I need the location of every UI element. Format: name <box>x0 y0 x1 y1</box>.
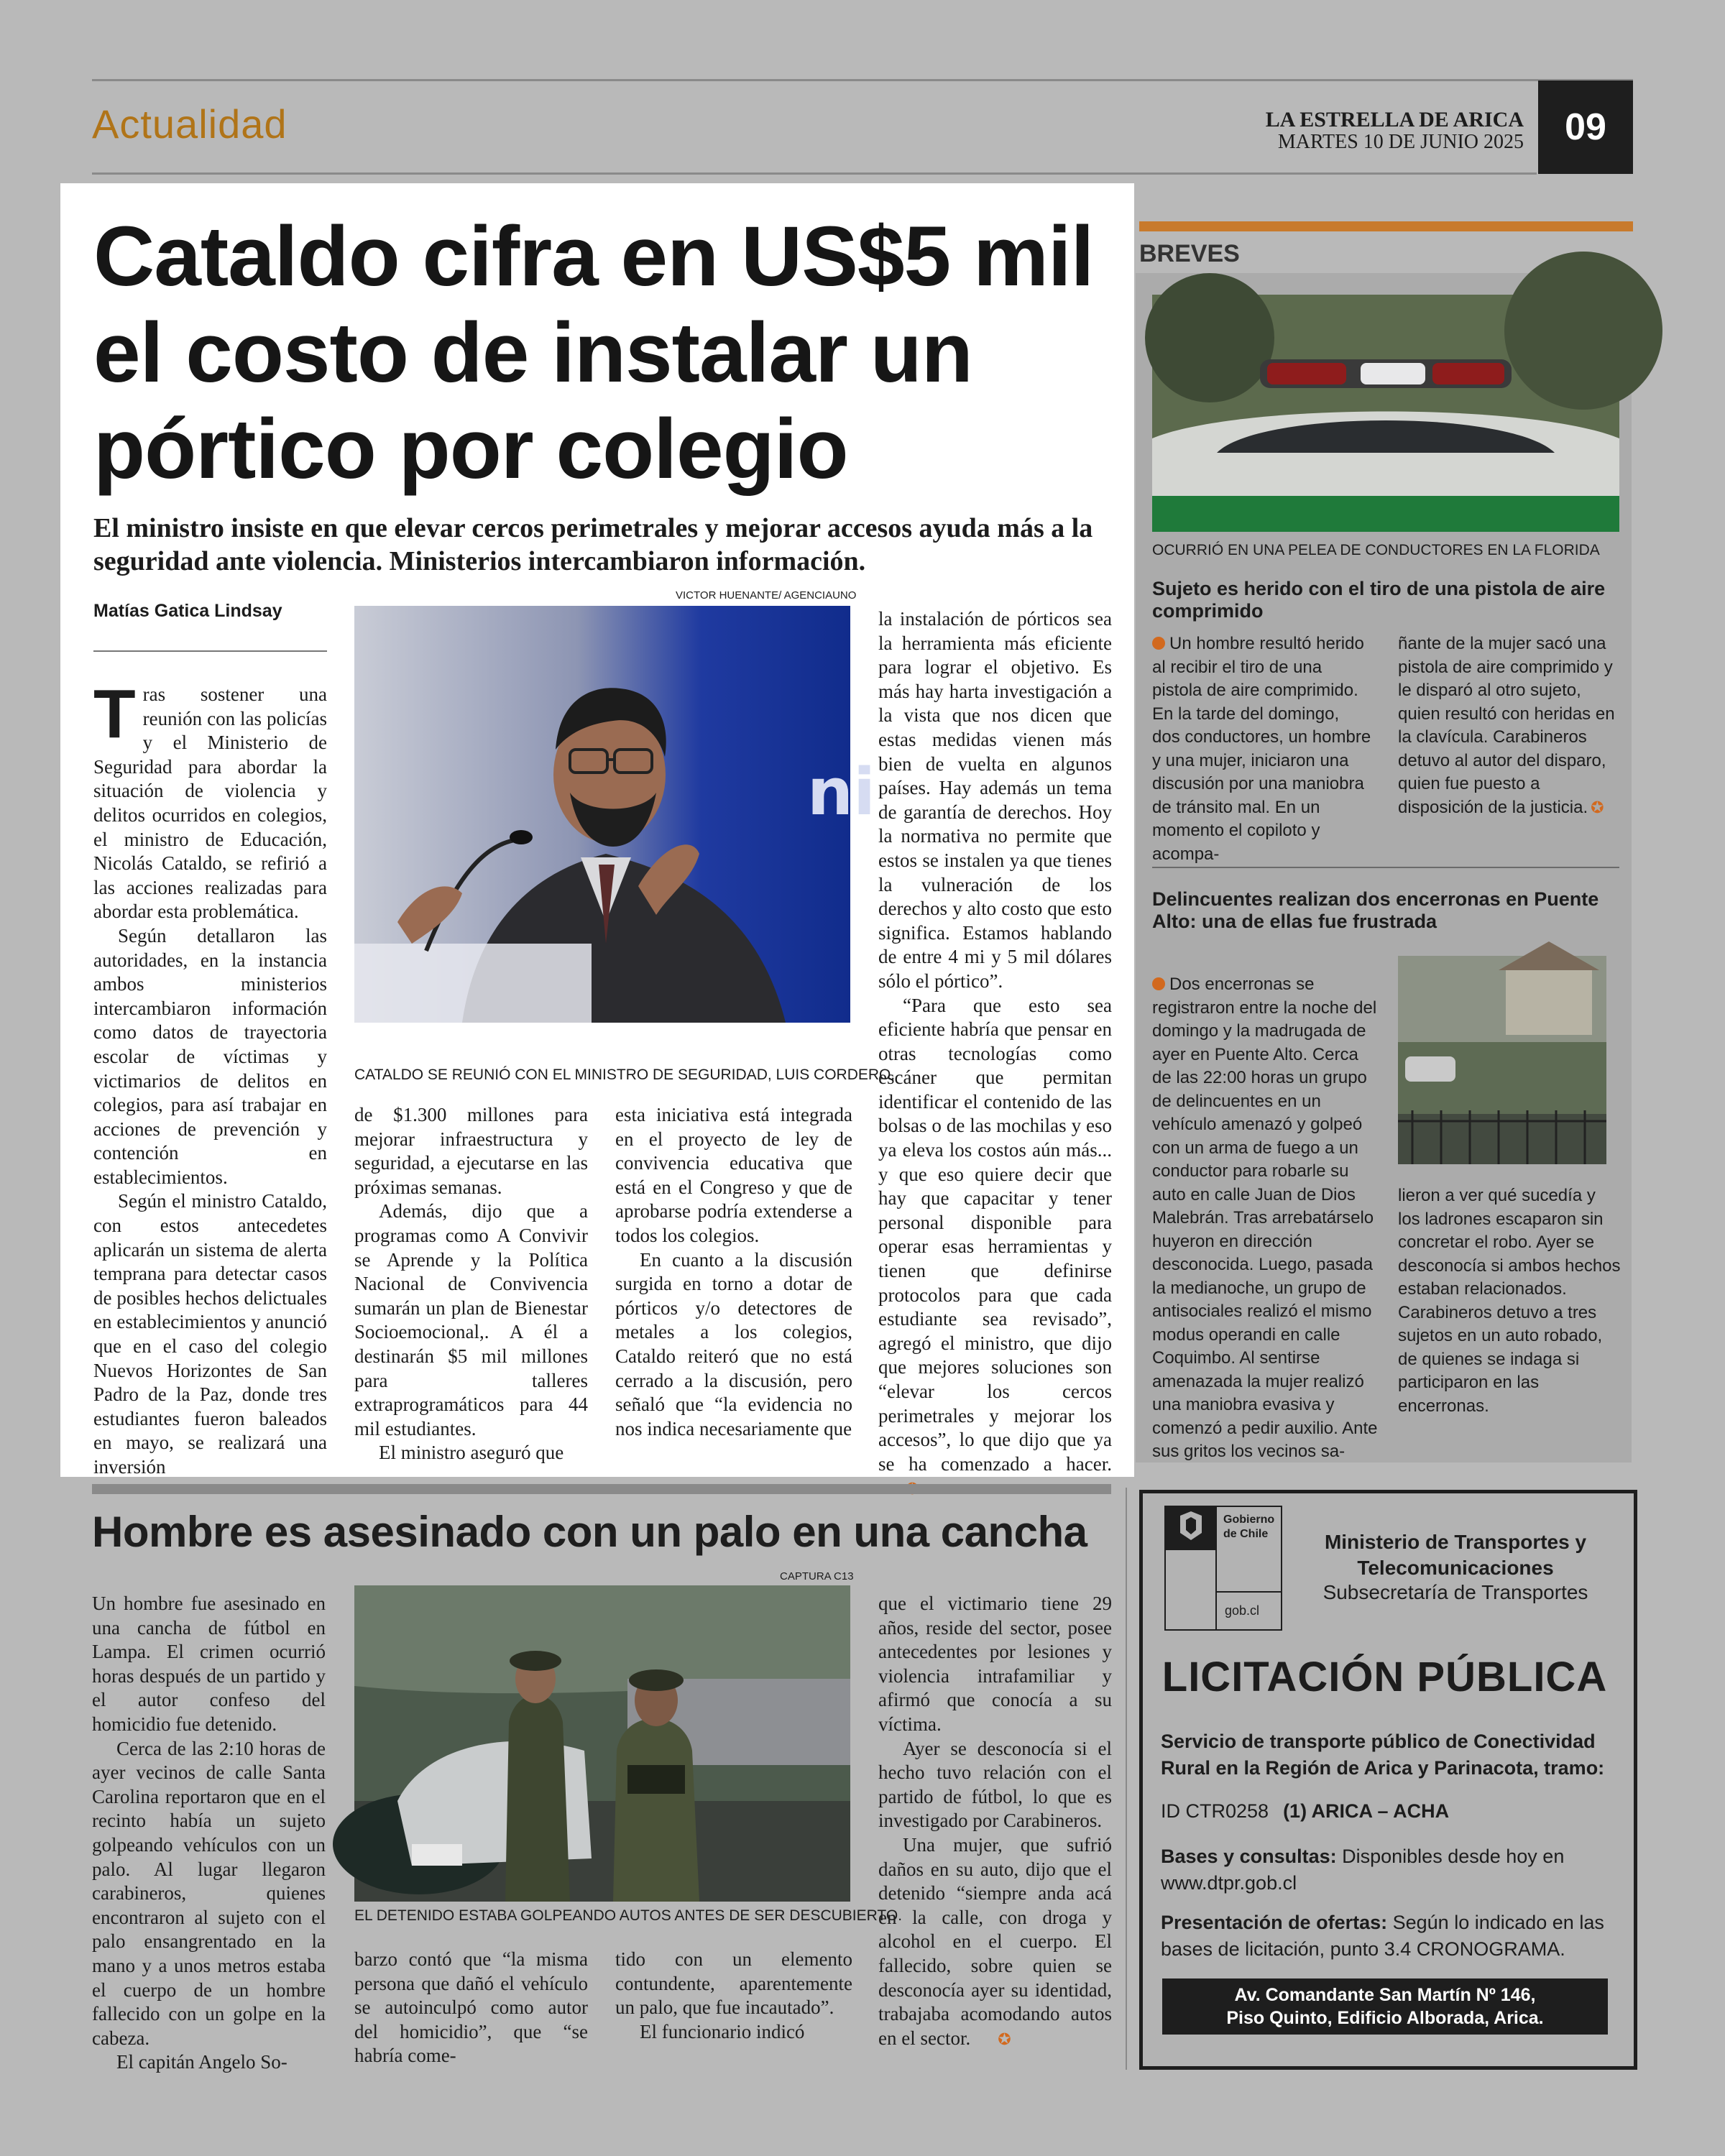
paragraph: barzo contó que “la misma persona que dañó el vehículo se autoinculpó como autor del homicidio”, que “se habría come- <box>354 1948 588 2067</box>
main-photo <box>354 606 875 1023</box>
paragraph: Ayer se desconocía si el hecho tuvo relación con el partido de fútbol, lo que es investigado por Carabineros. <box>878 1737 1112 1832</box>
paragraph: Además, dijo que a programas como A Convivir se Aprende y la Política Nacional de Convivencia sumarán un plan de Bienestar Socioemocional,. A él a destinarán $5 mil millones para talleres extraprogramáticos para 44 mil estudiantes. <box>354 1200 588 1439</box>
brief-headline: Sujeto es herido con el tiro de una pistola de aire comprimido <box>1152 578 1606 622</box>
brief-paragraph: Dos encerronas se registraron entre la noche del domingo y la madrugada de ayer en Puente Alto. Cerca de las 22:00 horas un grupo de delincuentes en un vehículo amenazó y golpeó con un arma de fuego a un conductor para robarle su auto en calle Juan de Dios Malebrán. Tras arrebatárselo huyeron en dirección desconocida. Luego, pasada la medianoche, un grupo de antisociales realizó el mismo modus operandi en calle Coquimbo. Al sentirse amenazada la mujer realizó una maniobra evasiva y comenzó a pedir auxilio. Ante sus gritos los vecinos sa- <box>1152 975 1378 1461</box>
brief-photo-street <box>1398 956 1606 1164</box>
address-line-2: Piso Quinto, Edificio Alborada, Arica. <box>1226 2008 1544 2028</box>
ad-bases <box>1161 1843 1621 1897</box>
photo-credit: CAPTURA C13 <box>780 1570 854 1583</box>
paragraph: esta iniciativa está integrada en el proyecto de ley de convivencia educativa que está en el Congreso y que de aprobarse podría extenderse a todos los colegios. <box>615 1104 852 1246</box>
paper-date: MARTES 10 DE JUNIO 2025 <box>1277 131 1524 153</box>
second-headline: Hombre es asesinado con un palo en una cancha <box>92 1508 1087 1556</box>
svg-text:ni: ni <box>807 755 875 830</box>
dropcap: T <box>93 676 136 752</box>
ad-ofertas-label: Presentación de ofertas: <box>1161 1912 1388 1933</box>
main-column-1 <box>93 676 327 1480</box>
logo-url: gob.cl <box>1225 1603 1260 1618</box>
ad-bases-label: Bases y consultas: <box>1161 1846 1337 1867</box>
ad-ofertas-text: Según lo indicado en las bases de licitación, punto 3.4 CRONOGRAMA. <box>1161 1912 1604 1960</box>
brief-text <box>1398 1184 1621 1418</box>
end-mark-icon: ✪ <box>1591 798 1604 816</box>
section-label: Actualidad <box>92 101 288 147</box>
paragraph: Cerca de las 2:10 horas de ayer vecinos de calle Santa Carolina reportaron que en el recinto había un sujeto golpeando vehículos con un palo. Al lugar llegaron carabineros, quienes encontraron al sujeto con el palo ensangrentado en la mano y a unos metros estaba el cuerpo de un hombre fallecido con un golpe en la cabeza. <box>92 1737 326 2049</box>
paragraph: la instalación de pórticos sea la herramienta más eficiente para lograr el objetivo. Es más hay harta investigación a la vista que nos dicen que estas medidas vienen más bien de vuelta en algunos países. Hay además un tema de garantía de derechos. Hoy la normativa no permite que estos se instalen ya que tienes la vulneración de los derechos y alto costo que esto significa. Estamos hablando de entre 4 mi y 5 mil dólares sólo el pórtico”. <box>878 608 1112 992</box>
brief-text <box>1152 973 1382 1464</box>
paragraph: de $1.300 millones para mejorar infraestructura y seguridad, a ejecutarse en las próximas semanas. <box>354 1104 588 1198</box>
paragraph: El funcionario indicó <box>640 2020 805 2042</box>
government-logo <box>1164 1506 1282 1631</box>
column-divider <box>1126 1488 1127 2070</box>
subsecretaria: Subsecretaría de Transportes <box>1322 1581 1588 1603</box>
paragraph: que el victimario tiene 29 años, reside del sector, posee antecedentes por lesiones y violencia intrafamiliar y afirmó que conocía a su víctima. <box>878 1593 1112 1735</box>
top-rule <box>92 79 1633 81</box>
paragraph: Según detallaron las autoridades, en la instancia ambos ministerios intercambiaron información como datos de trayectoria escolar de víctimas y victimarios de delitos en colegios, para así trabajar en acciones de prevención y contención en establecimientos. <box>93 924 327 1188</box>
main-dek: El ministro insiste en que elevar cercos perimetrales y mejorar accesos ayuda más a la seguridad ante violencia. Ministerios intercambiaron información. <box>93 513 1093 576</box>
ad-address <box>1162 1984 1608 2030</box>
address-line-1: Av. Comandante San Martín Nº 146, <box>1234 1985 1536 2005</box>
ad-id-label: ID CTR0258 <box>1161 1800 1269 1822</box>
ad-bases-text: Disponibles desde hoy en www.dtpr.gob.cl <box>1161 1846 1565 1894</box>
ad-service: Servicio de transporte público de Conectividad Rural en la Región de Arica y Parinacota, tramo: <box>1161 1731 1605 1779</box>
brief-paragraph: ñante de la mujer sacó una pistola de aire comprimido y le disparó al otro sujeto, quien resultó con heridas en la clavícula. Carabineros detuvo al autor del disparo, quien fue puesto a disposición de la justicia. <box>1398 634 1615 817</box>
briefs-rule <box>1139 221 1633 231</box>
photo-credit: VICTOR HUENANTE/ AGENCIAUNO <box>676 589 857 602</box>
main-column-2 <box>354 1103 588 1465</box>
brief-photo-police-car <box>1152 295 1619 532</box>
brief-paragraph: lieron a ver qué sucedía y los ladrones escaparon sin concretar el robo. Ayer se desconocía si ambos hechos estaban relacionados. Carabineros detuvo a tres sujetos en un auto robado, de quienes se indaga si participaron en las encerronas. <box>1398 1186 1621 1416</box>
end-mark-icon: ✪ <box>998 2030 1011 2048</box>
second-column-3 <box>615 1948 852 2044</box>
photo-caption: EL DETENIDO ESTABA GOLPEANDO AUTOS ANTES DE SER DESCUBIERTO. <box>354 1907 903 1924</box>
paragraph: El capitán Angelo So- <box>116 2051 288 2073</box>
paragraph: En cuanto a la discusión surgida en torno a dotar de pórticos y/o detectores de metales a los colegios, Cataldo reiteró que no está cerrado a la discusión, pero señaló que “la evidencia no nos indica necesariamente que <box>615 1248 852 1439</box>
ad-title: LICITACIÓN PÚBLICA <box>1162 1654 1608 1700</box>
brief-text <box>1398 632 1621 819</box>
paragraph: Un hombre fue asesinado en una cancha de fútbol en Lampa. El crimen ocurrió horas después de un partido y el autor confeso del homicidio fue detenido. <box>92 1593 326 1735</box>
main-column-4 <box>878 607 1112 1501</box>
page-number: 09 <box>1538 80 1633 174</box>
brief-text <box>1152 632 1371 866</box>
main-column-3 <box>615 1103 852 1441</box>
paragraph: “Para que esto sea eficiente habría que pensar en otras tecnologías como escáner que permitan identificar el contenido de las bolsas o de las mochilas y eso ya eleva los costos aún más... y que eso quiere decir que hay que capacitar y tener personal disponible para operar esas herramientas y tienen que definirse protocolos para que cada estudiante sea revisado”, agregó el ministro, que dijo que mejores soluciones son “elevar los cercos perimetrales y mejorar los accesos”, lo que dijo que ya se ha comenzado a hacer. <box>878 994 1112 1475</box>
ad-ofertas <box>1161 1909 1621 1963</box>
brief-paragraph: Un hombre resultó herido al recibir el tiro de una pistola de aire comprimido. En la tarde del domingo, dos conductores, un hombre y una mujer, iniciaron una discusión por una maniobra de tránsito mal. En un momento el copiloto y acompa- <box>1152 634 1371 864</box>
brief-headline: Delincuentes realizan dos encerronas en Puente Alto: una de ellas fue frustrada <box>1152 888 1599 932</box>
second-column-2 <box>354 1948 588 2068</box>
second-photo-police <box>354 1585 850 1902</box>
bullet-icon <box>1152 977 1165 990</box>
second-column-1 <box>92 1592 326 2075</box>
bullet-icon <box>1152 637 1165 650</box>
logo-text-1: Gobierno <box>1223 1514 1275 1526</box>
paragraph: tido con un elemento contundente, aparentemente un palo, que fue incautado”. <box>615 1948 852 2019</box>
brief-divider <box>1152 867 1619 868</box>
paper-name: LA ESTRELLA DE ARICA <box>1265 108 1524 132</box>
paragraph: El ministro aseguró que <box>379 1442 564 1464</box>
paragraph: ras sostener una reunión con las policías y el Ministerio de Seguridad para abordar la situación de violencia y delitos ocurridos en colegios, el ministro de Educación, Nicolás Cataldo, se refirió a las acciones realizadas para abordar esta problemática. <box>93 683 327 923</box>
main-headline: Cataldo cifra en US$5 mil el costo de instalar un pórtico por colegio <box>93 209 1094 497</box>
ad-route: (1) ARICA – ACHA <box>1283 1800 1450 1822</box>
briefs-title: BREVES <box>1139 240 1240 267</box>
main-byline: Matías Gatica Lindsay <box>93 601 282 621</box>
photo-caption: OCURRIÓ EN UNA PELEA DE CONDUCTORES EN LA FLORIDA <box>1152 542 1600 558</box>
photo-caption: CATALDO SE REUNIÓ CON EL MINISTRO DE SEGURIDAD, LUIS CORDERO. <box>354 1067 896 1083</box>
second-article-rule <box>92 1484 1111 1494</box>
ad-id <box>1161 1800 1449 1823</box>
second-column-4 <box>878 1592 1112 2051</box>
logo-text-2: de Chile <box>1223 1528 1269 1540</box>
byline-rule <box>93 650 327 652</box>
paragraph: Una mujer, que sufrió daños en su auto, dijo que el detenido “siempre anda acá en la calle, con droga y alcohol en el cuerpo. El fallecido, sobre quien se desconocía ayer su identidad, trabajaba acomodando autos en el sector. <box>878 1833 1112 2049</box>
header-rule <box>92 172 1537 175</box>
paragraph: Según el ministro Cataldo, con estos antecedetes aplicarán un sistema de alerta temprana para detectar casos de posibles hechos delictuales en establecimientos y anunció que en el caso del colegio Nuevos Horizontes de San Padro de la Paz, donde tres estudiantes fueron baleados en mayo, se realizará una inversión <box>93 1190 327 1478</box>
ministry-name: Ministerio de Transportes y Telecomunicaciones <box>1324 1531 1587 1579</box>
